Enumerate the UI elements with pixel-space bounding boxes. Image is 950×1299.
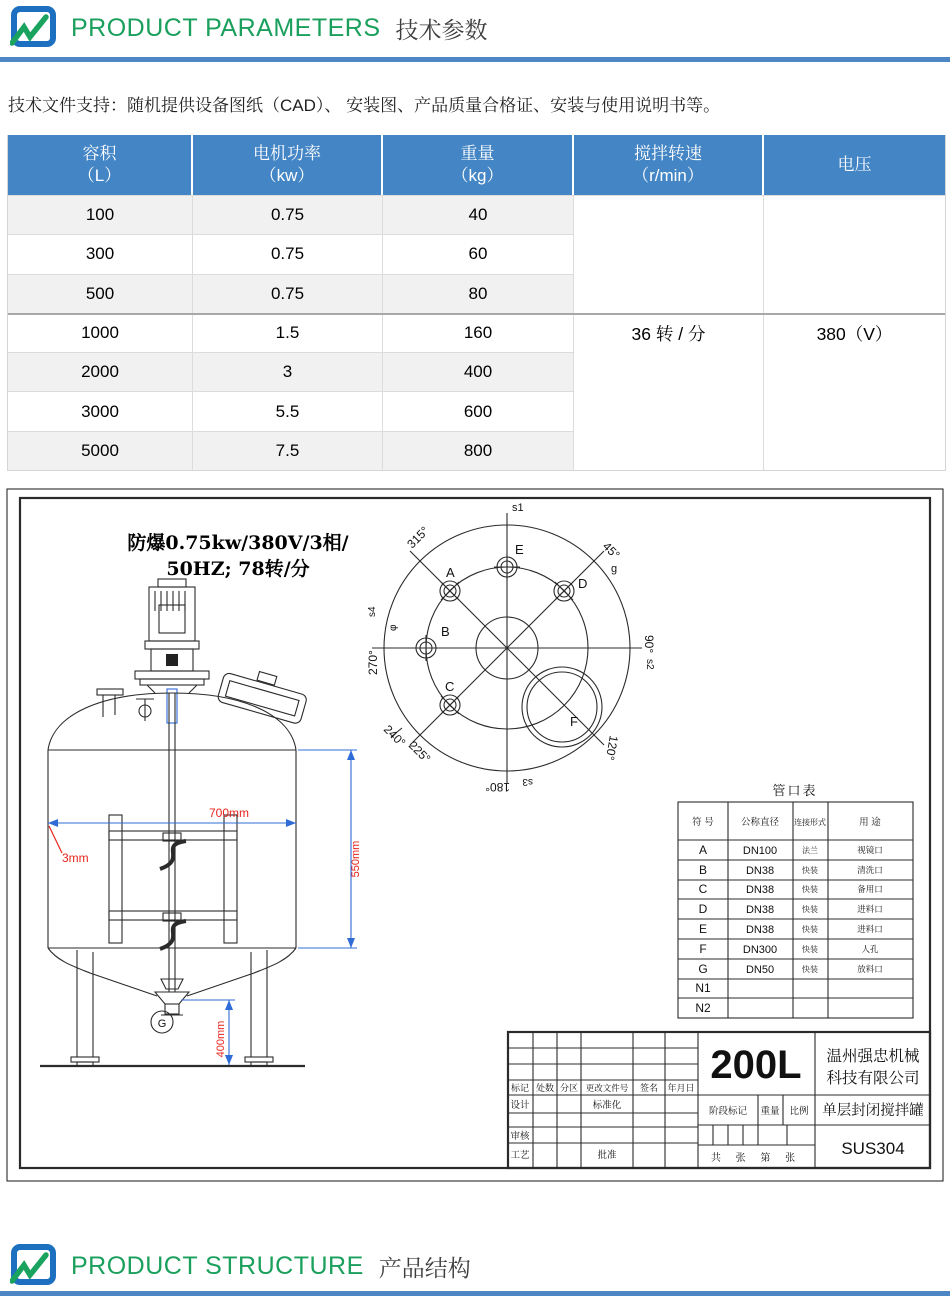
svg-text:分区: 分区 <box>559 1083 579 1093</box>
svg-text:DN100: DN100 <box>742 845 778 857</box>
section-header-structure <box>0 1241 471 1291</box>
signature-labels <box>510 1099 621 1161</box>
stage-row-labels <box>709 1105 809 1117</box>
svg-text:快装: 快装 <box>802 905 818 914</box>
tank-legs <box>40 950 305 1066</box>
svg-text:批准: 批准 <box>597 1150 617 1161</box>
section-title-cn: 产品结构 <box>378 1254 471 1281</box>
svg-text:C: C <box>698 882 708 896</box>
stir-speed-merged-cell: 36 转 / 分 <box>574 195 764 470</box>
spec-line-2: 50HZ; 78转/分 <box>166 558 310 580</box>
table-cell: 1.5 <box>193 313 383 352</box>
revision-row-labels <box>511 1082 695 1093</box>
col-header-stir-speed: 搅拌转速 （r/min） <box>574 135 764 195</box>
svg-text:快装: 快装 <box>802 885 818 894</box>
title-block <box>508 1032 930 1168</box>
svg-text:DN38: DN38 <box>745 924 775 936</box>
dimension-550mm <box>298 750 362 948</box>
brand-logo-icon <box>10 6 56 50</box>
col-header-weight: 重量 （kg） <box>383 135 574 195</box>
table-cell: 80 <box>383 274 574 313</box>
svg-text:G: G <box>698 962 708 976</box>
table-cell: 100 <box>8 195 193 234</box>
table-cell: 3 <box>193 352 383 391</box>
table-cell: 500 <box>8 274 193 313</box>
nozzle-col-use: 用 途 <box>859 817 881 828</box>
svg-text:阶段标记: 阶段标记 <box>708 1106 748 1117</box>
product-name: 单层封闭搅拌罐 <box>822 1103 924 1119</box>
axis-label-s1: s1 <box>512 502 524 514</box>
svg-text:快装: 快装 <box>802 866 818 875</box>
label-phi: φ <box>388 624 399 631</box>
svg-text:工艺: 工艺 <box>510 1150 530 1161</box>
svg-text:B: B <box>698 863 708 877</box>
nozzle-label-A: A <box>446 565 455 580</box>
angle-315: 315° <box>404 523 432 552</box>
nozzle-connection-cells <box>802 845 818 974</box>
svg-text:DN38: DN38 <box>745 865 775 877</box>
parameters-table <box>7 135 946 471</box>
svg-text:进料口: 进料口 <box>857 924 883 934</box>
material-spec: SUS304 <box>841 1139 905 1158</box>
table-seam-line <box>8 313 945 315</box>
outlet-letter: G <box>157 1018 167 1030</box>
dimension-3mm <box>49 826 89 865</box>
dim-bottom-label: 400mm <box>215 1020 227 1058</box>
engineering-drawing <box>5 487 945 1185</box>
axis-label-s2: s2 <box>644 659 655 670</box>
svg-text:放料口: 放料口 <box>857 964 883 974</box>
table-cell: 3000 <box>8 391 193 430</box>
table-cell: 800 <box>383 431 574 470</box>
section-title-en: PRODUCT PARAMETERS <box>71 13 381 42</box>
dimension-400mm <box>181 1000 235 1065</box>
dim-thickness-label: 3mm <box>62 851 89 865</box>
brand-logo-icon <box>10 1244 56 1288</box>
dome-fittings <box>97 662 310 724</box>
svg-text:E: E <box>698 922 708 936</box>
section-header-parameters <box>0 3 488 53</box>
svg-text:快装: 快装 <box>802 965 818 974</box>
svg-text:年月日: 年月日 <box>667 1083 695 1093</box>
table-cell: 5.5 <box>193 391 383 430</box>
angle-225: 225° <box>405 738 434 766</box>
table-cell: 0.75 <box>193 195 383 234</box>
svg-text:视镜口: 视镜口 <box>857 845 883 855</box>
svg-text:设计: 设计 <box>510 1100 530 1111</box>
svg-text:快装: 快装 <box>802 925 818 934</box>
svg-text:DN50: DN50 <box>745 964 775 976</box>
nozzle-label-B: B <box>441 624 450 639</box>
nozzle-D <box>554 581 574 601</box>
nozzle-table-title: 管口表 <box>772 783 818 798</box>
nozzle-diameter-cells <box>743 845 777 976</box>
svg-text:标记: 标记 <box>510 1083 530 1093</box>
col-header-motor-power: 电机功率 （kw） <box>193 135 383 195</box>
nozzle-label-C: C <box>445 679 455 694</box>
voltage-merged-cell: 380（V） <box>764 195 945 470</box>
svg-text:进料口: 进料口 <box>857 904 883 914</box>
angle-90: 90° <box>642 635 656 654</box>
table-cell: 0.75 <box>193 234 383 273</box>
svg-text:备用口: 备用口 <box>857 884 883 894</box>
tech-support-note: 技术文件支持：随机提供设备图纸（CAD）、 安装图、产品质量合格证、安装与使用说明书等。 <box>8 96 721 115</box>
nozzle-use-cells <box>857 845 883 974</box>
manhole-lid <box>217 662 311 724</box>
dimension-700mm <box>48 806 296 827</box>
section-title-cn: 技术参数 <box>395 16 488 43</box>
nozzle-label-E: E <box>515 542 524 557</box>
table-cell: 2000 <box>8 352 193 391</box>
nozzle-col-symbol: 符 号 <box>692 817 714 828</box>
tank-volume: 200L <box>710 1043 802 1087</box>
nozzle-symbol-cells <box>695 843 711 1015</box>
svg-text:人孔: 人孔 <box>861 944 879 954</box>
table-cell: 0.75 <box>193 274 383 313</box>
svg-text:N2: N2 <box>695 1001 711 1015</box>
tank-front-view <box>40 579 362 1066</box>
sheet-count: 共 张 第 张 <box>710 1153 802 1164</box>
outlet-mark <box>151 1011 173 1033</box>
axis-label-s4: s4 <box>367 606 378 617</box>
svg-text:DN38: DN38 <box>745 904 775 916</box>
svg-text:更改文件号: 更改文件号 <box>585 1083 629 1093</box>
table-cell: 300 <box>8 234 193 273</box>
table-cell: 160 <box>383 313 574 352</box>
dim-height-label: 550mm <box>350 840 362 878</box>
angle-270: 270° <box>366 650 380 675</box>
svg-text:重量: 重量 <box>760 1106 780 1117</box>
nozzle-table <box>678 783 913 1018</box>
svg-text:比例: 比例 <box>789 1106 809 1117</box>
col-header-voltage: 电压 <box>764 135 945 195</box>
svg-text:F: F <box>699 942 707 956</box>
tank-top-view <box>366 502 656 794</box>
table-cell: 40 <box>383 195 574 234</box>
svg-text:N1: N1 <box>695 981 711 995</box>
section-title-en: PRODUCT STRUCTURE <box>71 1251 364 1280</box>
nozzle-A <box>440 581 460 601</box>
table-cell: 400 <box>383 352 574 391</box>
angle-45: 45° <box>599 539 623 562</box>
table-cell: 600 <box>383 391 574 430</box>
angle-180: 180° <box>485 780 510 794</box>
motor-spec-label <box>127 531 348 580</box>
svg-text:A: A <box>698 843 708 857</box>
table-cell: 60 <box>383 234 574 273</box>
svg-text:法兰: 法兰 <box>802 846 818 855</box>
svg-text:清洗口: 清洗口 <box>857 865 883 875</box>
company-name-line2: 科技有限公司 <box>826 1070 920 1087</box>
nozzle-C <box>440 695 460 715</box>
company-name-line1: 温州强忠机械 <box>826 1048 920 1065</box>
motor-assembly <box>135 579 209 723</box>
svg-text:审核: 审核 <box>510 1131 530 1142</box>
section-divider <box>0 1291 950 1296</box>
axis-label-s3: s3 <box>522 776 533 787</box>
nozzle-E <box>494 554 520 580</box>
nozzle-label-F: F <box>570 714 578 729</box>
svg-text:签名: 签名 <box>639 1083 659 1093</box>
nozzle-label-D: D <box>578 576 588 591</box>
nozzle-B <box>413 635 439 661</box>
svg-text:DN38: DN38 <box>745 884 775 896</box>
angle-240: 240° <box>380 722 409 750</box>
label-g: g <box>611 563 618 575</box>
nozzle-col-connection: 连接形式 <box>794 818 826 827</box>
nozzle-col-diameter: 公称直径 <box>740 817 780 828</box>
table-cell: 7.5 <box>193 431 383 470</box>
angle-120: 120° <box>602 734 621 762</box>
drawing-frame <box>7 489 943 1181</box>
table-cell: 5000 <box>8 431 193 470</box>
svg-text:D: D <box>698 902 708 916</box>
dim-width-label: 700mm <box>208 806 250 820</box>
svg-text:标准化: 标准化 <box>592 1100 622 1111</box>
spec-line-1: 防爆0.75kw/380V/3相/ <box>127 532 349 554</box>
agitator <box>109 693 237 992</box>
table-cell: 1000 <box>8 313 193 352</box>
section-divider <box>0 57 950 62</box>
svg-text:处数: 处数 <box>535 1083 555 1093</box>
svg-text:DN300: DN300 <box>742 944 778 956</box>
svg-text:快装: 快装 <box>802 945 818 954</box>
col-header-capacity: 容积 （L） <box>8 135 193 195</box>
